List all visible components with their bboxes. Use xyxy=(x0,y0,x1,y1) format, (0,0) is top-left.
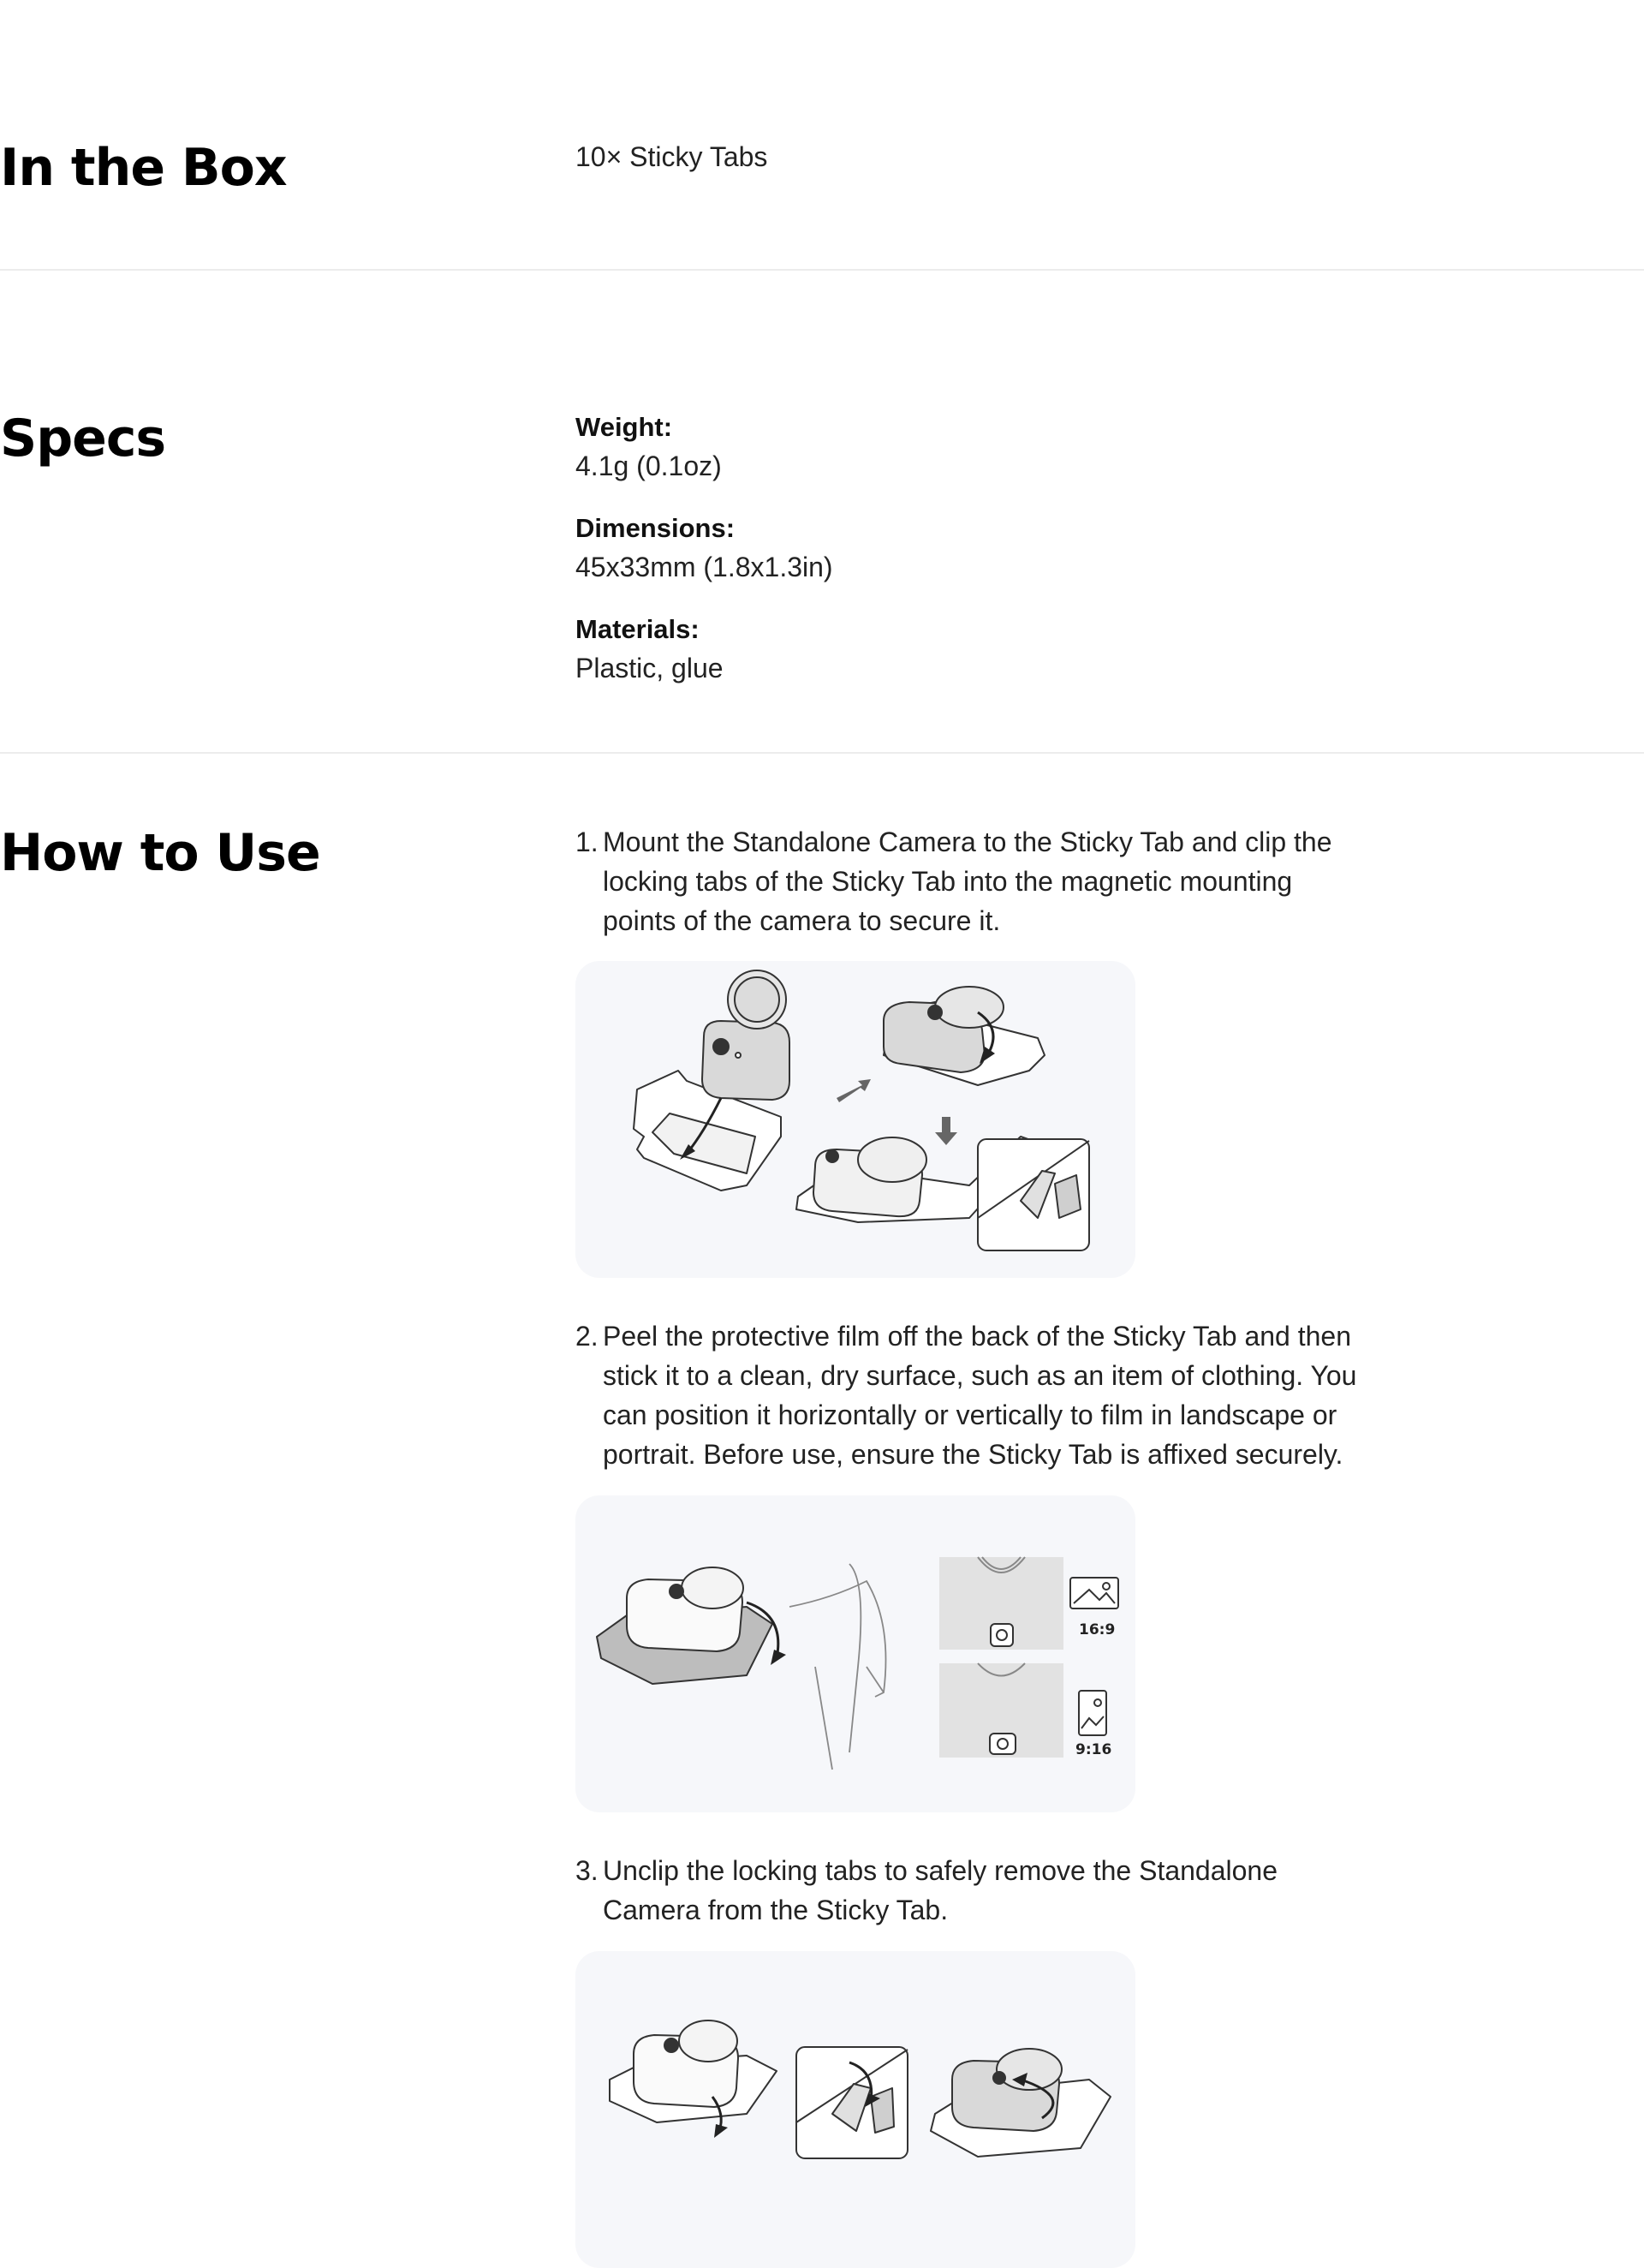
portrait-ratio-label: 9:16 xyxy=(1075,1741,1112,1758)
spec-value: Plastic, glue xyxy=(575,653,724,683)
spec-value: 45x33mm (1.8x1.3in) xyxy=(575,552,833,582)
specs-title: Specs xyxy=(0,409,166,469)
spec-weight xyxy=(575,409,833,486)
step-1 xyxy=(575,822,1363,940)
in-the-box-list xyxy=(575,140,767,173)
box-item: 10× Sticky Tabs xyxy=(575,141,768,172)
mount-camera-diagram xyxy=(575,961,1135,1278)
step-text: Unclip the locking tabs to safely remove the Standalone Camera from the Sticky Tab. xyxy=(603,1855,1278,1925)
how-to-use-title: How to Use xyxy=(0,823,320,883)
step-number: 2. xyxy=(575,1321,599,1352)
landscape-ratio-label: 16:9 xyxy=(1079,1621,1116,1638)
step-3-illustration xyxy=(575,1951,1135,2268)
step-text: Peel the protective film off the back of the Sticky Tab and then stick it to a clean, dry surface, such as an item of clothing. You can position it horizontally or vertically to film in landscape or portrait. Before use, ensure the Sticky Tab is affixed securely. xyxy=(603,1321,1357,1470)
step-1-illustration xyxy=(575,961,1135,1278)
step-2 xyxy=(575,1316,1363,1474)
step-3 xyxy=(575,1851,1363,1930)
section-divider xyxy=(0,269,1644,271)
step-2-illustration xyxy=(575,1495,1135,1812)
spec-label: Materials: xyxy=(575,614,700,644)
spec-materials xyxy=(575,611,833,688)
step-number: 3. xyxy=(575,1855,599,1886)
specs-list xyxy=(575,409,833,712)
step-number: 1. xyxy=(575,827,599,857)
spec-dimensions xyxy=(575,510,833,587)
attach-to-clothing-diagram xyxy=(575,1495,1135,1812)
in-the-box-title: In the Box xyxy=(0,138,287,198)
section-divider xyxy=(0,752,1644,754)
spec-label: Dimensions: xyxy=(575,513,736,543)
step-text: Mount the Standalone Camera to the Sticky Tab and clip the locking tabs of the Sticky Tab into the magnetic mounting points of the camera to secure it. xyxy=(603,827,1332,936)
remove-camera-diagram xyxy=(575,1951,1135,2268)
spec-value: 4.1g (0.1oz) xyxy=(575,451,722,481)
spec-label: Weight: xyxy=(575,412,673,442)
